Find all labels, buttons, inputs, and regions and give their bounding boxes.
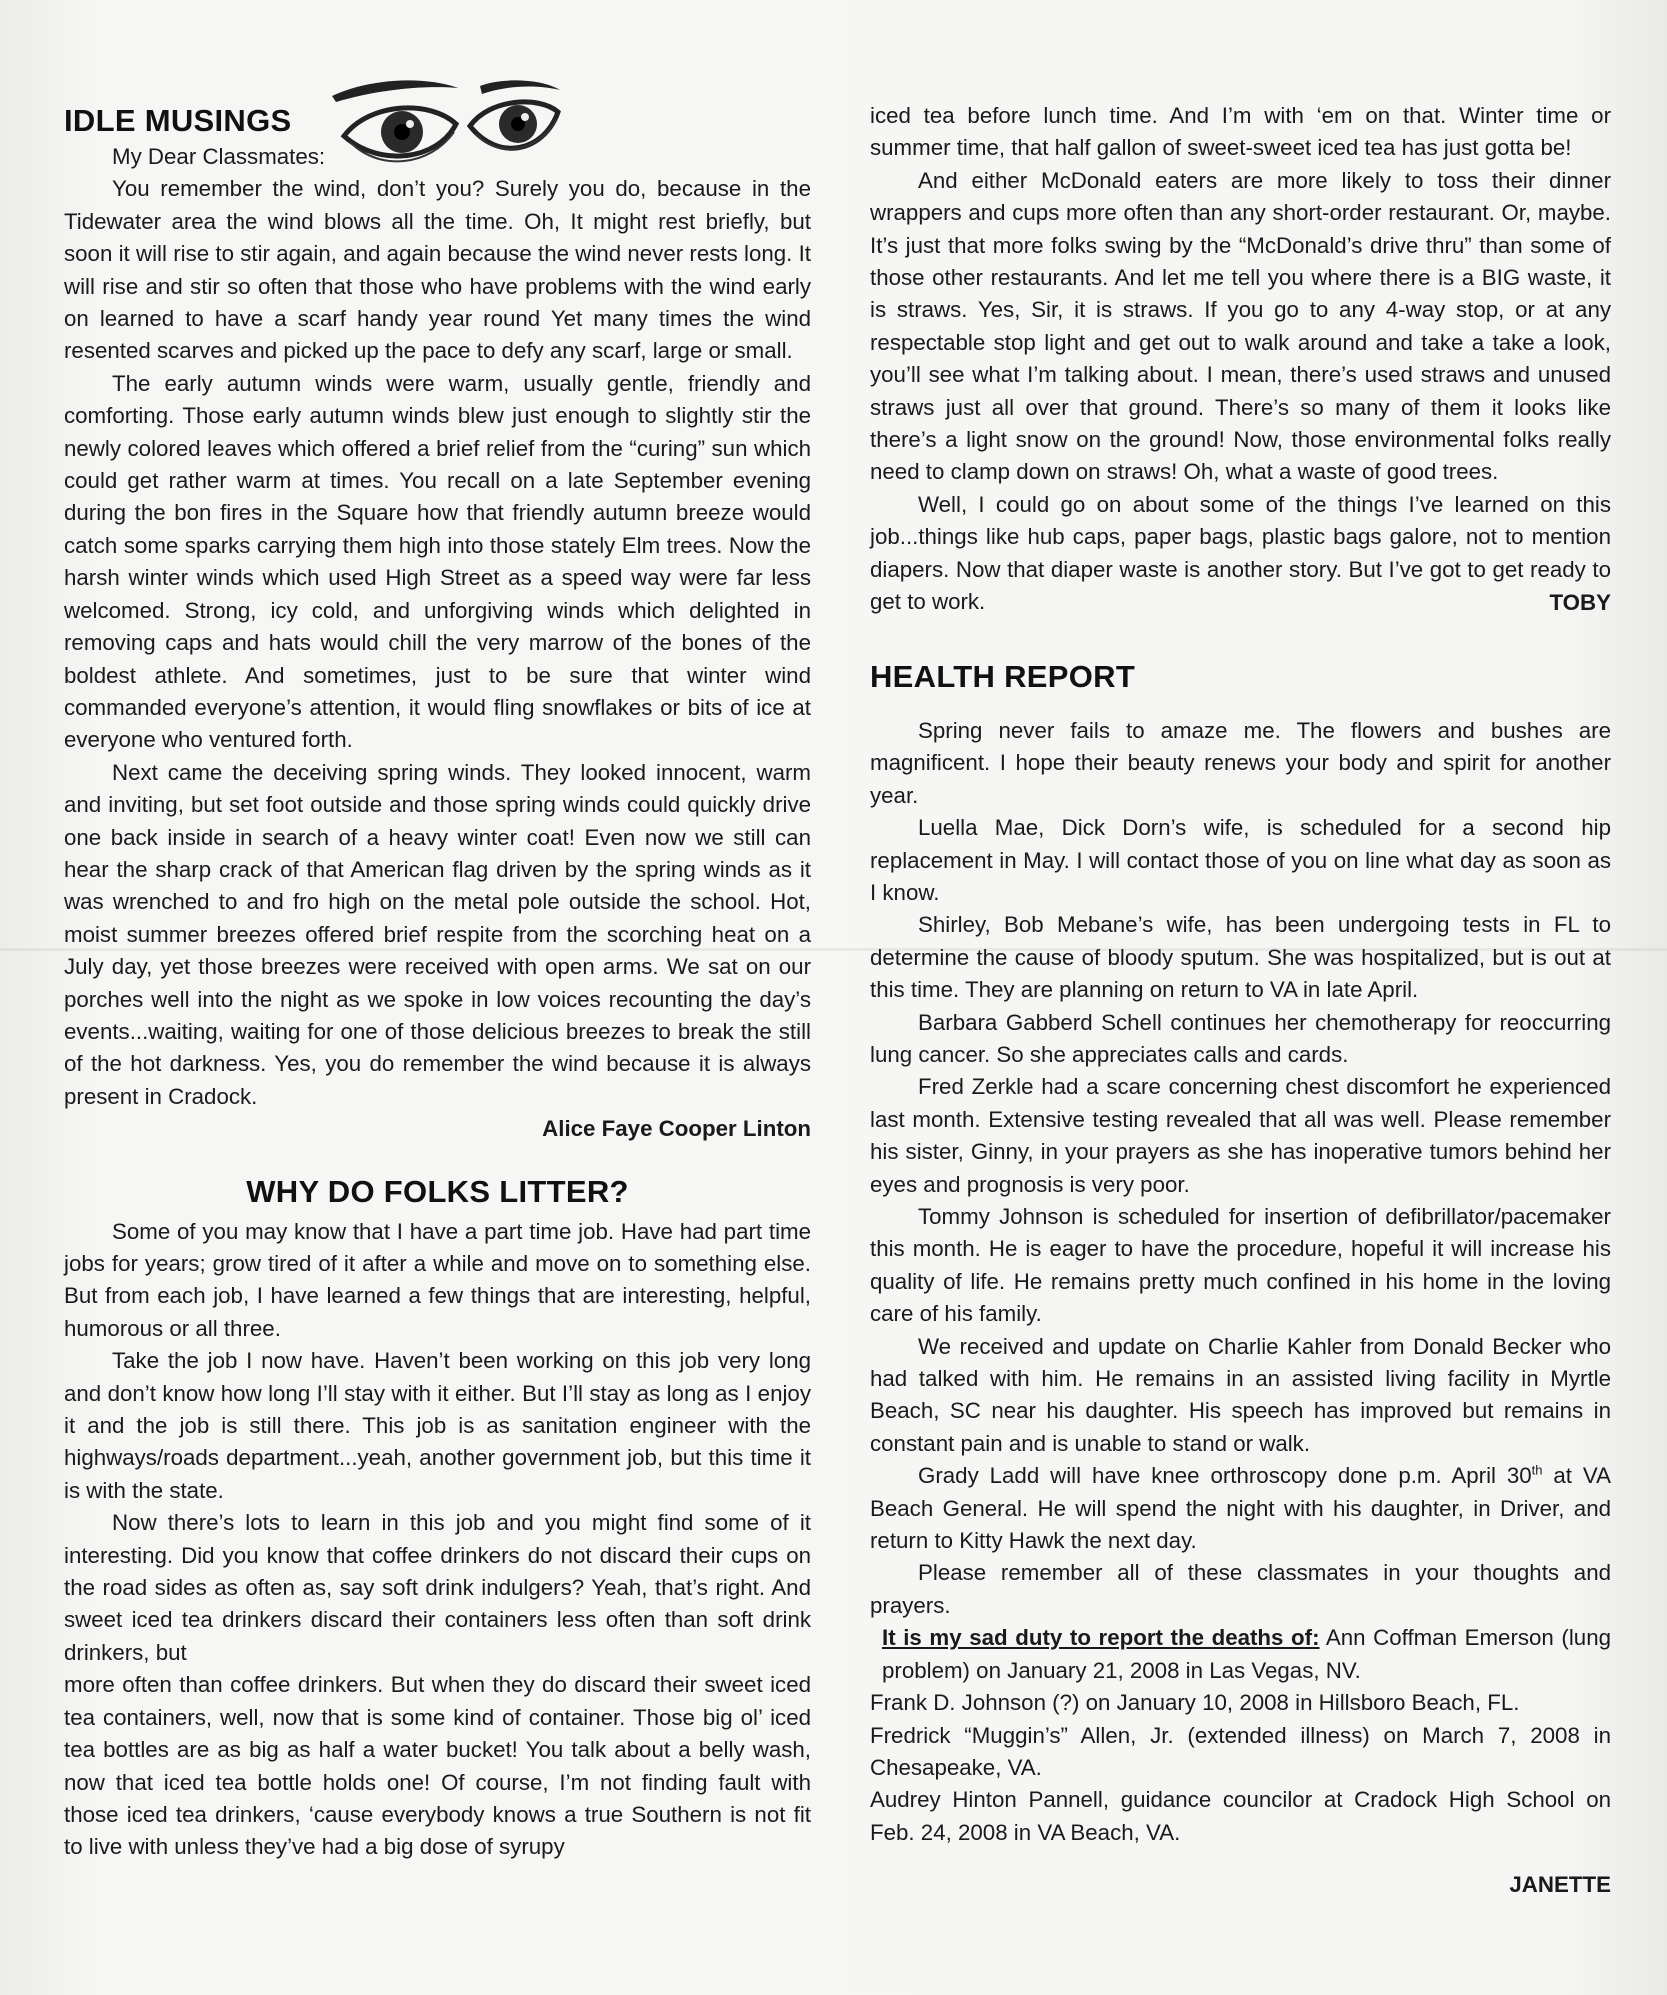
idle-musings-paragraph-1: You remember the wind, don’t you? Surely you do, because in the Tidewater area the wind blows all the time. Oh, It might rest briefly, but soon it will rise to stir again, and again because the wind never rests long. It will rise and stir so often that those who have problems with the wind early on learned to have a scarf handy year round Yet many times the wind resented scarves and picked up the pace to defy any scarf, large or small.	[64, 176, 811, 364]
folks-litter-paragraph-3-cont: more often than coffee drinkers. But when they do discard their sweet iced tea containers, well, now that is some kind of container. Those big ol’ iced tea bottles are as big as half a water bucket! You talk about a belly wash, now that iced tea bottle holds one! Of course, I’m not finding fault with those iced tea drinkers, ‘cause everybody knows a true Southern is not fit to live with unless they’ve had a big dose of syrupy	[64, 1672, 811, 1860]
deaths-intro: It is my sad duty to report the deaths of:	[882, 1625, 1320, 1651]
health-paragraph-4: Barbara Gabberd Schell continues her chemotherapy for reoccurring lung cancer. So she appreciates calls and cards.	[870, 1009, 1611, 1067]
folks-litter-title: WHY DO FOLKS LITTER?	[246, 1173, 629, 1209]
health-paragraph-grady	[870, 1460, 1611, 1557]
folks-litter-paragraph-2: Take the job I now have. Haven’t been working on this job very long and don’t know how long I’ll stay with it either. But I’ll stay as long as I enjoy it and the job is still there. This job is as sanitation engineer with the highways/roads department...yeah, another government job, but this time it is with the state.	[64, 1348, 811, 1503]
health-paragraph-remember: Please remember all of these classmates in your thoughts and prayers.	[870, 1560, 1611, 1618]
health-paragraph-2: Luella Mae, Dick Dorn’s wife, is scheduled for a second hip replacement in May. I will contact those of you on line what day as soon as I know.	[870, 815, 1611, 905]
health-report-title: HEALTH REPORT	[870, 658, 1136, 694]
health-report-signature: JANETTE	[1509, 1872, 1611, 1898]
death-1: Ann Coffman Emerson (lung problem) on January 21, 2008 in Las Vegas, NV.	[882, 1625, 1611, 1683]
idle-musings-paragraph-2: The early autumn winds were warm, usually gentle, friendly and comforting. Those early autumn winds blew just enough to slightly stir the newly colored leaves which offered a brief relief from the “curing” sun which could get rather warm at times. You recall on a late September evening during the bon fires in the Square how that friendly autumn breeze would catch some sparks carrying them high into those stately Elm trees. Now the harsh winter winds which used High Street as a speed way were far less welcomed. Strong, icy cold, and unforgiving winds which delighted in removing caps and hats would chill the very marrow of the bones of the boldest athlete. And sometimes, just to be sure that winter wind commanded everyone’s attention, it would fling snowflakes or bits of ice at everyone who ventured forth.	[64, 370, 811, 753]
health-paragraph-1: Spring never fails to amaze me. The flowers and bushes are magnificent. I hope their beauty renews your body and spirit for another year.	[870, 717, 1611, 808]
folks-litter-signature: TOBY	[1549, 589, 1611, 615]
health-paragraph-3: Shirley, Bob Mebane’s wife, has been undergoing tests in FL to determine the cause of bloody sputum. She was hospitalized, but is out at this time. They are planning on return to VA in late April.	[870, 912, 1611, 1003]
folks-litter-paragraph-4: And either McDonald eaters are more likely to toss their dinner wrappers and cups more often than any short-order restaurant. Or, maybe. It’s just that more folks swing by the “McDonald’s drive thru” than some of those other restaurants. And let me tell you where there is a BIG waste, it is straws. Yes, Sir, it is straws. If you go to any 4-way stop, or at any respectable stop light and get out to walk around and take a take a look, you’ll see what I’m talking about. I mean, there’s used straws and unused straws just all over that ground. There’s so many of them it looks like there’s a light snow on the ground! Now, those environmental folks really need to clamp down on straws! Oh, what a waste of good trees.	[870, 167, 1611, 485]
folks-litter-paragraph-3: Now there’s lots to learn in this job and you might find some of it interesting. Did you know that coffee drinkers do not discard their cups on the road sides as often as, say soft drink indulgers? Yeah, that’s right. And sweet iced tea drinkers discard their containers less often than soft drink drinkers, but	[64, 1510, 811, 1665]
salutation: My Dear Classmates:	[112, 144, 326, 169]
death-4: Audrey Hinton Pannell, guidance councilor at Cradock High School on Feb. 24, 2008 in VA Beach, VA.	[870, 1787, 1611, 1845]
health-paragraph-5: Fred Zerkle had a scare concerning chest discomfort he experienced last month. Extensive testing revealed that all was well. Please remember his sister, Ginny, in your prayers as she has inoperative tumors behind her eyes and prognosis is very poor.	[870, 1074, 1611, 1197]
folks-litter-right-cont: iced tea before lunch time. And I’m with ‘em on that. Winter time or summer time, that half gallon of sweet-sweet iced tea has just gotta be!	[870, 103, 1611, 161]
idle-musings-title: IDLE MUSINGS	[64, 103, 292, 138]
health-paragraph-6: Tommy Johnson is scheduled for insertion of defibrillator/pacemaker this month. He is eager to have the procedure, hopeful it will increase his quality of life. He remains pretty much confined in his home in the loving care of his family.	[870, 1204, 1611, 1327]
right-column	[870, 0, 1611, 1902]
left-column	[64, 0, 811, 1864]
health-paragraph-7: We received and update on Charlie Kahler from Donald Becker who had talked with him. He remains in an assisted living facility in Myrtle Beach, SC near his daughter. His speech has improved but remains in constant pain and is unable to stand or walk.	[870, 1333, 1611, 1456]
death-2: Frank D. Johnson (?) on January 10, 2008 in Hillsboro Beach, FL.	[870, 1690, 1520, 1716]
idle-musings-signature: Alice Faye Cooper Linton	[542, 1116, 811, 1142]
death-3: Fredrick “Muggin’s” Allen, Jr. (extended illness) on March 7, 2008 in Chesapeake, VA.	[870, 1722, 1611, 1780]
grady-superscript: th	[1531, 1462, 1543, 1478]
grady-text-a: Grady Ladd will have knee orthroscopy done p.m. April 30	[918, 1463, 1532, 1489]
folks-litter-paragraph-5: Well, I could go on about some of the things I’ve learned on this job...things like hub caps, paper bags, plastic bags galore, not to mention diapers. Now that diaper waste is another story. But I’ve got to get ready to get to work.	[870, 491, 1611, 615]
idle-musings-paragraph-3: Next came the deceiving spring winds. They looked innocent, warm and inviting, but set foot outside and those spring winds could quickly drive one back inside in search of a heavy winter coat! Even now we still can hear the sharp crack of that American flag driven by the spring winds as it was wrenched to and fro high on the metal pole outside the school. Hot, moist summer breezes offered brief respite from the scorching heat on a July day, yet those breezes were received with open arms. We sat on our porches well into the night as we spoke in low voices recounting the day’s events...waiting, waiting for one of those delicious breezes to break the still of the hot darkness. Yes, you do remember the wind because it is always present in Cradock.	[64, 759, 811, 1109]
folks-litter-paragraph-1: Some of you may know that I have a part time job. Have had part time jobs for years; grow tired of it after a while and move on to something else. But from each job, I have learned a few things that are interesting, helpful, humorous or all three.	[64, 1218, 811, 1341]
grady-text-b: at VA Beach General. He will spend the night with his daughter, in Driver, and return to Kitty Hawk the next day.	[870, 1463, 1611, 1554]
deaths-paragraph	[870, 1622, 1611, 1687]
